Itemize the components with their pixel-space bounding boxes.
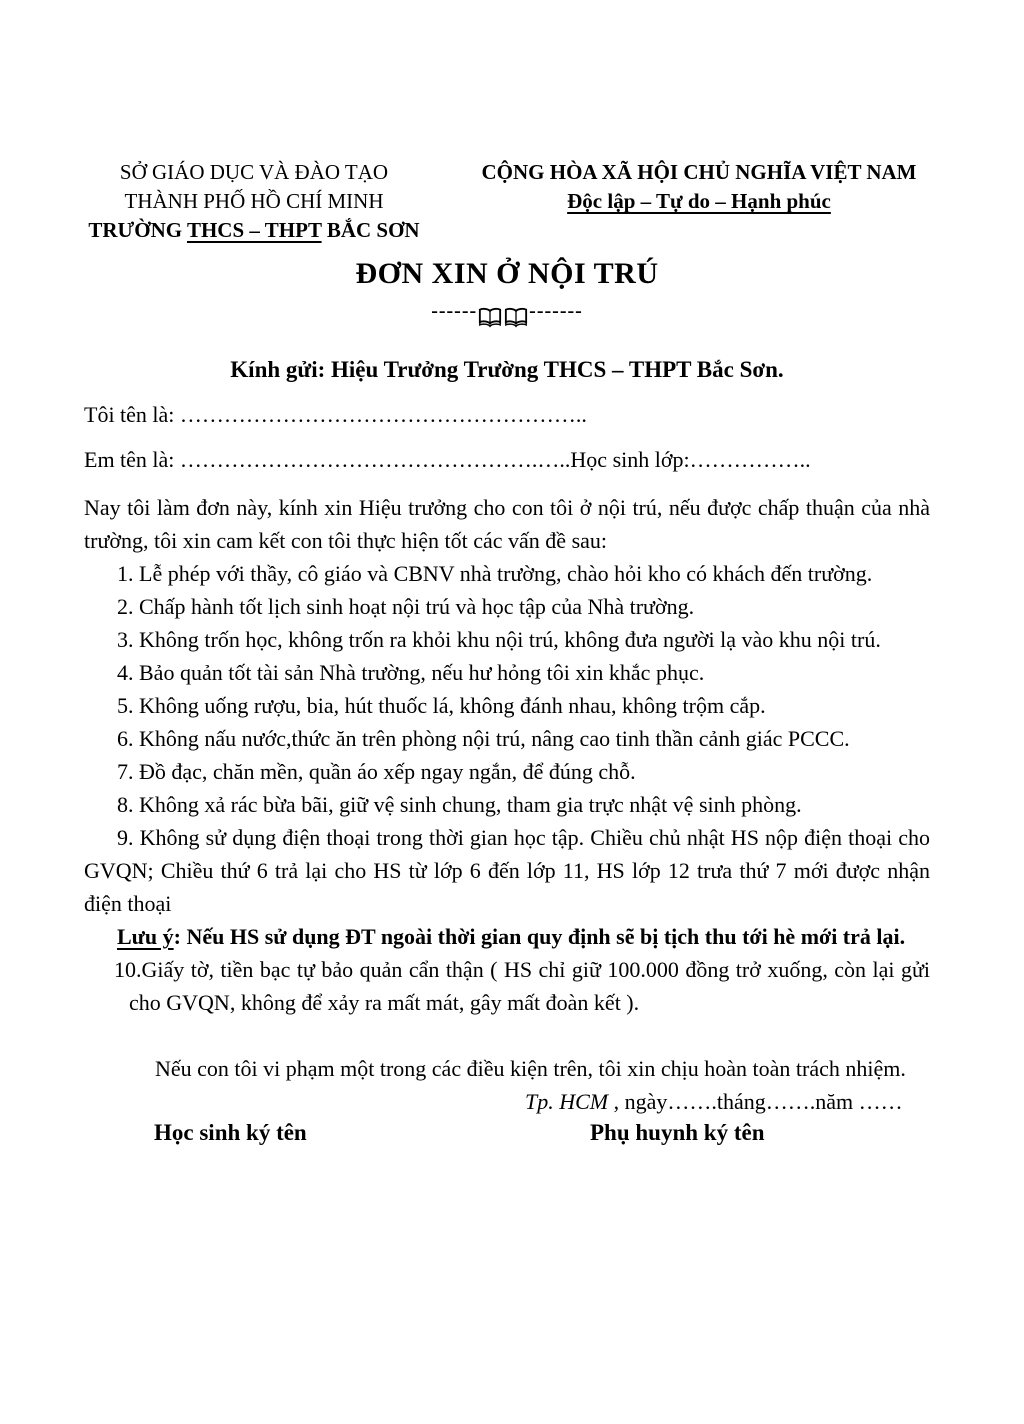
student-name-label: Em tên là: xyxy=(84,447,180,472)
separator-left-dashes: ------ xyxy=(431,300,478,322)
item-number: 8. xyxy=(117,792,139,817)
national-motto: Độc lập – Tự do – Hạnh phúc xyxy=(567,189,831,213)
national-header-block xyxy=(468,158,930,216)
item-text: Không xả rác bừa bãi, giữ vệ sinh chung, tham gia trực nhật vệ sinh phòng. xyxy=(139,792,802,817)
list-item-7 xyxy=(84,755,930,788)
item-number: 7. xyxy=(117,759,139,784)
national-title: CỘNG HÒA XÃ HỘI CHỦ NGHĨA VIỆT NAM xyxy=(481,160,917,184)
class-label: Học sinh lớp: xyxy=(570,447,690,472)
item-text: Không sử dụng điện thoại trong thời gian học tập. Chiều chủ nhật HS nộp điện thoại cho GVQN; Chiều thứ 6 trả lại cho HS từ lớp 6 đến lớp 11, HS lớp 12 trưa thứ 7 mới được nhận điện thoại xyxy=(84,825,931,916)
list-item-1 xyxy=(84,557,930,590)
open-book-icon xyxy=(478,307,502,328)
parent-name-label: Tôi tên là: xyxy=(84,402,180,427)
title-separator xyxy=(84,300,930,331)
list-item-8 xyxy=(84,788,930,821)
salutation-line: Kính gửi: Hiệu Trưởng Trường THCS – THPT Bắc Sơn. xyxy=(230,357,784,382)
school-name-suffix: BẮC SƠN xyxy=(321,218,420,242)
place-name: Tp. HCM xyxy=(525,1089,609,1114)
item-text: Đồ đạc, chăn mền, quần áo xếp ngay ngắn, để đúng chỗ. xyxy=(139,759,636,784)
item-number: 2. xyxy=(117,594,139,619)
note-colon: : xyxy=(173,924,181,949)
item-number: 3. xyxy=(117,627,139,652)
signature-row xyxy=(84,1120,930,1154)
school-name-underlined: THCS – THPT xyxy=(186,218,322,242)
item-number: 1. xyxy=(117,561,139,586)
item-number: 10. xyxy=(114,957,142,982)
parent-name-blank: ……………………………………………….. xyxy=(179,402,587,427)
list-item-4 xyxy=(84,656,930,689)
item-number: 6. xyxy=(117,726,139,751)
school-name-prefix: TRƯỜNG xyxy=(88,218,187,242)
class-blank: …………….. xyxy=(689,447,811,472)
school-name xyxy=(84,216,424,245)
parent-name-line xyxy=(84,402,930,428)
item-text: Bảo quản tốt tài sản Nhà trường, nếu hư hỏng tôi xin khắc phục. xyxy=(139,660,705,685)
list-item-6 xyxy=(84,722,930,755)
item-number: 4. xyxy=(117,660,139,685)
item-text: Giấy tờ, tiền bạc tự bảo quản cẩn thận ( HS chỉ giữ 100.000 đồng trở xuống, còn lại gửi cho GVQN, không để xảy ra mất mát, gây mất đoàn kết ). xyxy=(129,957,930,1015)
student-name-blank: ………………………………………….….. xyxy=(179,447,571,472)
document-header xyxy=(84,158,930,245)
item-text: Chấp hành tốt lịch sinh hoạt nội trú và học tập của Nhà trường. xyxy=(139,594,695,619)
item-text: Lễ phép với thầy, cô giáo và CBNV nhà trường, chào hỏi kho có khách đến trường. xyxy=(139,561,873,586)
city-name: THÀNH PHỐ HỒ CHÍ MINH xyxy=(124,189,384,213)
list-item-2 xyxy=(84,590,930,623)
department-name: SỞ GIÁO DỤC VÀ ĐÀO TẠO xyxy=(119,160,389,184)
list-item-9 xyxy=(84,821,930,920)
item-number: 5. xyxy=(117,693,139,718)
item-text: Không nấu nước,thức ăn trên phòng nội trú, nâng cao tinh thần cảnh giác PCCC. xyxy=(139,726,850,751)
date-blanks: , ngày…….tháng…….năm …… xyxy=(608,1089,903,1114)
list-item-5 xyxy=(84,689,930,722)
student-signature-label: Học sinh ký tên xyxy=(154,1120,307,1145)
closing-paragraph: Nếu con tôi vi phạm một trong các điều kiện trên, tôi xin chịu hoàn toàn trách nhiệm. xyxy=(155,1056,906,1081)
school-header-block xyxy=(84,158,424,245)
parent-signature-label: Phụ huynh ký tên xyxy=(590,1120,765,1145)
date-line xyxy=(525,1085,930,1118)
item-text: Không trốn học, không trốn ra khỏi khu nội trú, không đưa người lạ vào khu nội trú. xyxy=(139,627,881,652)
list-item-10 xyxy=(84,953,930,1019)
intro-paragraph: Nay tôi làm đơn này, kính xin Hiệu trưởng cho con tôi ở nội trú, nếu được chấp thuận của nhà trường, tôi xin cam kết con tôi thực hiện tốt các vấn đề sau: xyxy=(84,495,930,553)
document-title: ĐƠN XIN Ở NỘI TRÚ xyxy=(355,257,659,290)
list-item-3 xyxy=(84,623,930,656)
item-number: 9. xyxy=(117,825,140,850)
open-book-icon xyxy=(504,307,528,328)
item-text: Không uống rượu, bia, hút thuốc lá, không đánh nhau, không trộm cắp. xyxy=(139,693,766,718)
separator-right-dashes: ------- xyxy=(529,300,583,322)
note-label: Lưu ý xyxy=(117,924,174,949)
note-text: Nếu HS sử dụng ĐT ngoài thời gian quy định sẽ bị tịch thu tới hè mới trả lại. xyxy=(180,924,906,949)
student-name-line xyxy=(84,447,930,473)
note-paragraph xyxy=(84,920,930,953)
